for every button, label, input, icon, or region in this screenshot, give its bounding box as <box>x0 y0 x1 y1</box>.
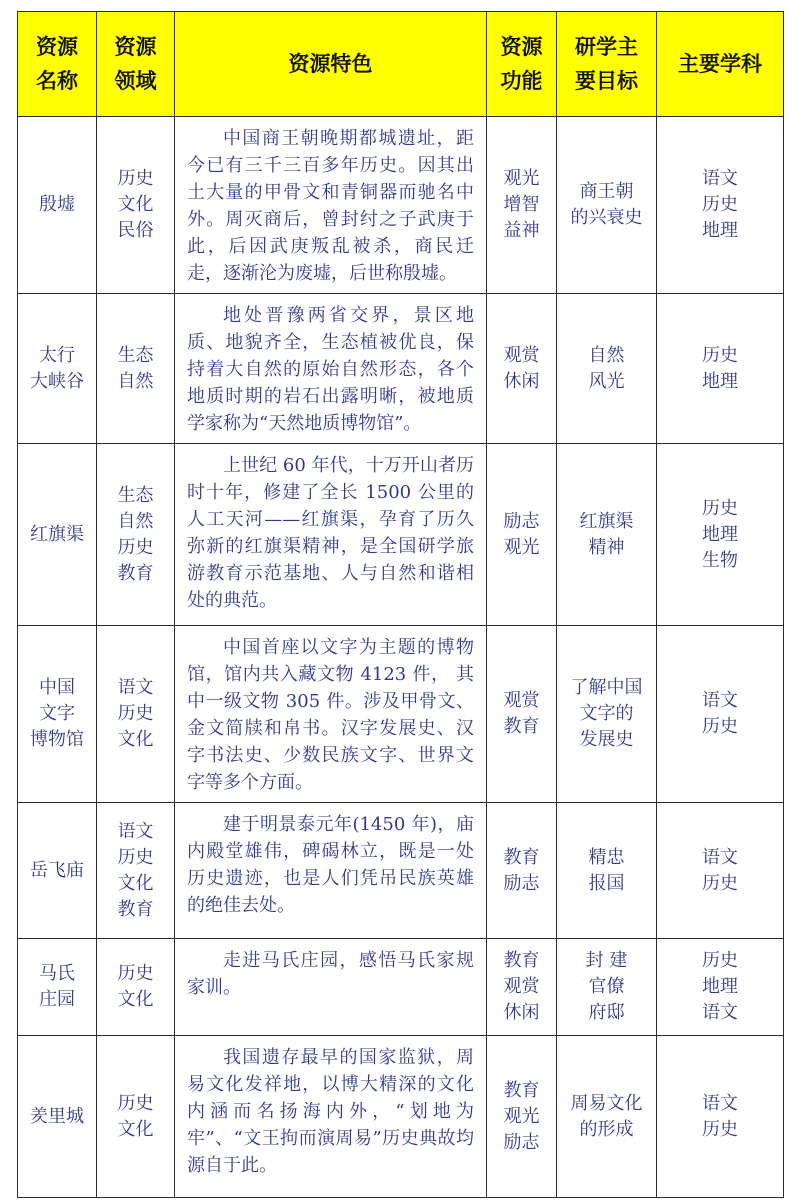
resource-name-cell-line: 太行 <box>39 344 75 366</box>
resource-function-cell-line: 观光 <box>503 536 540 558</box>
resource-feature-cell <box>175 803 487 939</box>
table-header <box>18 12 784 117</box>
resource-domain-cell <box>97 294 175 444</box>
main-subjects-cell-line: 历史 <box>702 1118 738 1140</box>
header-study-goal <box>557 12 657 117</box>
main-subjects-cell-line: 历史 <box>702 497 738 519</box>
main-subjects-cell-line: 历史 <box>702 716 738 737</box>
study-goal-cell <box>557 626 657 803</box>
header-resource-name <box>18 12 97 117</box>
main-subjects-cell-line: 历史 <box>702 344 738 366</box>
header-name-line: 资源 <box>36 35 78 59</box>
main-subjects-cell-line: 地理 <box>702 523 738 545</box>
resource-domain-cell-line: 语文 <box>117 820 154 842</box>
study-goal-cell-line: 红旗渠 <box>579 510 634 532</box>
header-row <box>18 12 784 117</box>
main-subjects-cell-line: 语文 <box>702 846 738 868</box>
resource-name-cell-line: 马氏 <box>39 963 75 984</box>
resource-feature-text: 建于明景泰元年(1450 年)，庙内殿堂雄伟，碑碣林立，既是一处历史遗迹，也是人们凭吊民族英雄的绝佳去处。 <box>187 814 474 916</box>
resource-domain-cell-line: 民俗 <box>117 220 154 241</box>
resource-name-cell-line: 博物馆 <box>30 729 84 750</box>
table-body <box>18 117 784 1198</box>
main-subjects-cell-line: 历史 <box>702 872 738 894</box>
resource-function-cell-line: 观光 <box>503 168 540 189</box>
resource-domain-cell-line: 历史 <box>117 846 154 868</box>
resource-domain-cell-line: 历史 <box>117 168 154 189</box>
main-subjects-cell-line: 地理 <box>702 976 738 997</box>
main-subjects-cell-line: 语文 <box>702 1092 738 1114</box>
study-goal-cell-line: 文字的 <box>579 703 634 724</box>
resource-function-cell-line: 观赏 <box>503 976 540 997</box>
resource-function-cell <box>487 444 557 626</box>
study-goal-cell-line: 商王朝 <box>579 181 634 202</box>
table-row <box>18 117 784 294</box>
main-subjects-cell-line: 地理 <box>702 370 738 392</box>
resource-feature-text: 地处晋豫两省交界，景区地质、地貌齐全，生态植被优良，保持着大自然的原始自然形态，各个地质时期的岩石出露明晰，被地质学家称为“天然地质博物馆”。 <box>187 305 474 434</box>
header-resource-function <box>487 12 557 117</box>
study-goal-cell-line: 的兴衰史 <box>570 207 643 228</box>
study-goal-cell-line: 精忠 <box>588 846 625 868</box>
resource-domain-cell-line: 历史 <box>117 963 154 984</box>
main-subjects-cell-line: 生物 <box>702 549 738 571</box>
resource-domain-cell-line: 生态 <box>117 484 154 506</box>
resource-name-cell-line: 岳飞庙 <box>30 859 84 881</box>
main-subjects-cell-line: 历史 <box>702 194 738 215</box>
resource-feature-text: 中国商王朝晚期都城遗址，距今已有三千三百多年历史。因其出土大量的甲骨文和青铜器而驰名中外。周灭商后，曾封纣之子武庚于此，后因武庚叛乱被杀，商民迁走，逐渐沦为废墟，后世称殷墟。 <box>187 128 474 284</box>
resource-function-cell-line: 增智 <box>503 194 540 215</box>
resource-function-cell-line: 教育 <box>503 846 540 868</box>
resource-feature-text: 我国遗存最早的国家监狱，周易文化发祥地，以博大精深的文化内涵而名扬海内外，“划地为牢”、“文王拘而演周易”历史典故均源自于此。 <box>187 1047 474 1176</box>
table-row <box>18 294 784 444</box>
resource-name-cell <box>18 1036 97 1198</box>
study-goal-cell-line: 官僚 <box>588 976 625 997</box>
main-subjects-cell-line: 语文 <box>702 1002 738 1023</box>
resource-feature-cell <box>175 444 487 626</box>
study-goal-cell-line: 报国 <box>588 872 625 894</box>
resource-domain-cell-line: 历史 <box>117 536 154 558</box>
header-resource-domain <box>97 12 175 117</box>
resource-function-cell-line: 观赏 <box>503 690 540 711</box>
resource-name-cell <box>18 294 97 444</box>
study-goal-cell-line: 封 建 <box>585 950 628 971</box>
resource-domain-cell <box>97 1036 175 1198</box>
resource-name-cell-line: 殷墟 <box>39 194 75 215</box>
resource-domain-cell-line: 文化 <box>117 194 154 215</box>
resource-domain-cell <box>97 626 175 803</box>
study-goal-cell <box>557 1036 657 1198</box>
study-goal-cell-line: 周易文化 <box>570 1092 643 1114</box>
resource-name-cell <box>18 626 97 803</box>
table-row <box>18 1036 784 1198</box>
header-goal-line: 研学主 <box>575 35 638 59</box>
resource-function-cell-line: 励志 <box>503 872 540 894</box>
main-subjects-cell-line: 历史 <box>702 950 738 971</box>
resource-name-cell-line: 文字 <box>39 703 75 724</box>
resource-function-cell-line: 益神 <box>503 220 540 241</box>
resource-feature-cell <box>175 626 487 803</box>
resource-name-cell-line: 庄园 <box>39 989 75 1010</box>
resource-domain-cell-line: 教育 <box>117 898 154 920</box>
resource-function-cell-line: 教育 <box>503 716 540 737</box>
study-goal-cell-line: 府邸 <box>588 1002 625 1023</box>
main-subjects-cell <box>657 117 784 294</box>
main-subjects-cell <box>657 444 784 626</box>
study-goal-cell-line: 发展史 <box>579 729 634 750</box>
study-goal-cell-line: 精神 <box>588 536 625 558</box>
resource-feature-text: 中国首座以文字为主题的博物馆，馆内共入藏文物 4123 件， 其中一级文物 305 件。涉及甲骨文、金文简牍和帛书。汉字发展史、汉字书法史、少数民族文字、世界文字等多个方面。 <box>187 637 474 793</box>
header-name-line: 名称 <box>36 69 78 93</box>
resource-domain-cell <box>97 117 175 294</box>
resource-function-cell-line: 教育 <box>503 1079 540 1101</box>
resource-function-cell <box>487 294 557 444</box>
resource-name-cell-line: 大峡谷 <box>30 370 84 392</box>
resource-domain-cell-line: 文化 <box>117 872 154 894</box>
resource-name-cell <box>18 939 97 1036</box>
resource-domain-cell <box>97 939 175 1036</box>
resource-function-cell-line: 励志 <box>503 1131 540 1153</box>
resource-name-cell-line: 羑里城 <box>30 1105 84 1127</box>
main-subjects-cell-line: 语文 <box>702 690 738 711</box>
study-goal-cell <box>557 294 657 444</box>
resource-name-cell <box>18 803 97 939</box>
table-row <box>18 803 784 939</box>
resource-feature-cell <box>175 939 487 1036</box>
resource-function-cell <box>487 803 557 939</box>
main-subjects-cell <box>657 803 784 939</box>
main-subjects-cell <box>657 1036 784 1198</box>
header-domain-line: 资源 <box>114 35 157 59</box>
resource-feature-cell <box>175 117 487 294</box>
resource-feature-text: 走进马氏庄园，感悟马氏家规家训。 <box>187 950 474 998</box>
header-domain-line: 领域 <box>114 69 157 93</box>
main-subjects-cell-line: 地理 <box>702 220 738 241</box>
resource-domain-cell-line: 历史 <box>117 703 154 724</box>
resource-domain-cell-line: 教育 <box>117 562 154 584</box>
resource-function-cell-line: 休闲 <box>503 1002 540 1023</box>
resource-function-cell <box>487 117 557 294</box>
resource-feature-cell <box>175 294 487 444</box>
resource-name-cell-line: 红旗渠 <box>30 523 84 545</box>
table-row <box>18 444 784 626</box>
header-function-line: 资源 <box>500 35 543 59</box>
study-goal-cell <box>557 803 657 939</box>
main-subjects-cell-line: 语文 <box>702 168 738 189</box>
resource-name-cell-line: 中国 <box>39 677 75 698</box>
main-subjects-cell <box>657 626 784 803</box>
header-resource-feature: 资源特色 <box>175 12 487 117</box>
study-goal-cell-line: 自然 <box>588 344 625 366</box>
resource-domain-cell <box>97 444 175 626</box>
header-main-subjects: 主要学科 <box>657 12 784 117</box>
resource-function-cell-line: 观赏 <box>503 344 540 366</box>
resource-domain-cell-line: 文化 <box>117 1118 154 1140</box>
resource-domain-cell-line: 文化 <box>117 729 154 750</box>
study-goal-cell-line: 的形成 <box>579 1118 634 1140</box>
resource-feature-text: 上世纪 60 年代，十万开山者历时十年，修建了全长 1500 公里的人工天河——红旗渠，孕育了历久弥新的红旗渠精神，是全国研学旅游教育示范基地、人与自然和谐相处的典范。 <box>187 455 474 611</box>
resource-name-cell <box>18 444 97 626</box>
header-function-line: 功能 <box>500 69 543 93</box>
table-row <box>18 939 784 1036</box>
resource-domain-cell <box>97 803 175 939</box>
resource-function-cell-line: 教育 <box>503 950 540 971</box>
study-goal-cell <box>557 117 657 294</box>
resource-function-cell-line: 励志 <box>503 510 540 532</box>
study-goal-cell-line: 风光 <box>588 370 625 392</box>
main-subjects-cell <box>657 294 784 444</box>
resource-domain-cell-line: 生态 <box>117 344 154 366</box>
resource-feature-cell <box>175 1036 487 1198</box>
study-goal-cell <box>557 444 657 626</box>
resource-name-cell <box>18 117 97 294</box>
resource-domain-cell-line: 语文 <box>117 677 154 698</box>
header-goal-line: 要目标 <box>575 69 638 93</box>
resource-domain-cell-line: 文化 <box>117 989 154 1010</box>
study-goal-cell <box>557 939 657 1036</box>
resource-function-cell-line: 休闲 <box>503 370 540 392</box>
resource-function-cell <box>487 626 557 803</box>
table-row <box>18 626 784 803</box>
resource-function-cell <box>487 939 557 1036</box>
main-subjects-cell <box>657 939 784 1036</box>
resource-domain-cell-line: 历史 <box>117 1092 154 1114</box>
study-goal-cell-line: 了解中国 <box>570 677 643 698</box>
resource-domain-cell-line: 自然 <box>117 370 154 392</box>
resource-table <box>17 11 784 1198</box>
resource-domain-cell-line: 自然 <box>117 510 154 532</box>
resource-function-cell <box>487 1036 557 1198</box>
resource-function-cell-line: 观光 <box>503 1105 540 1127</box>
